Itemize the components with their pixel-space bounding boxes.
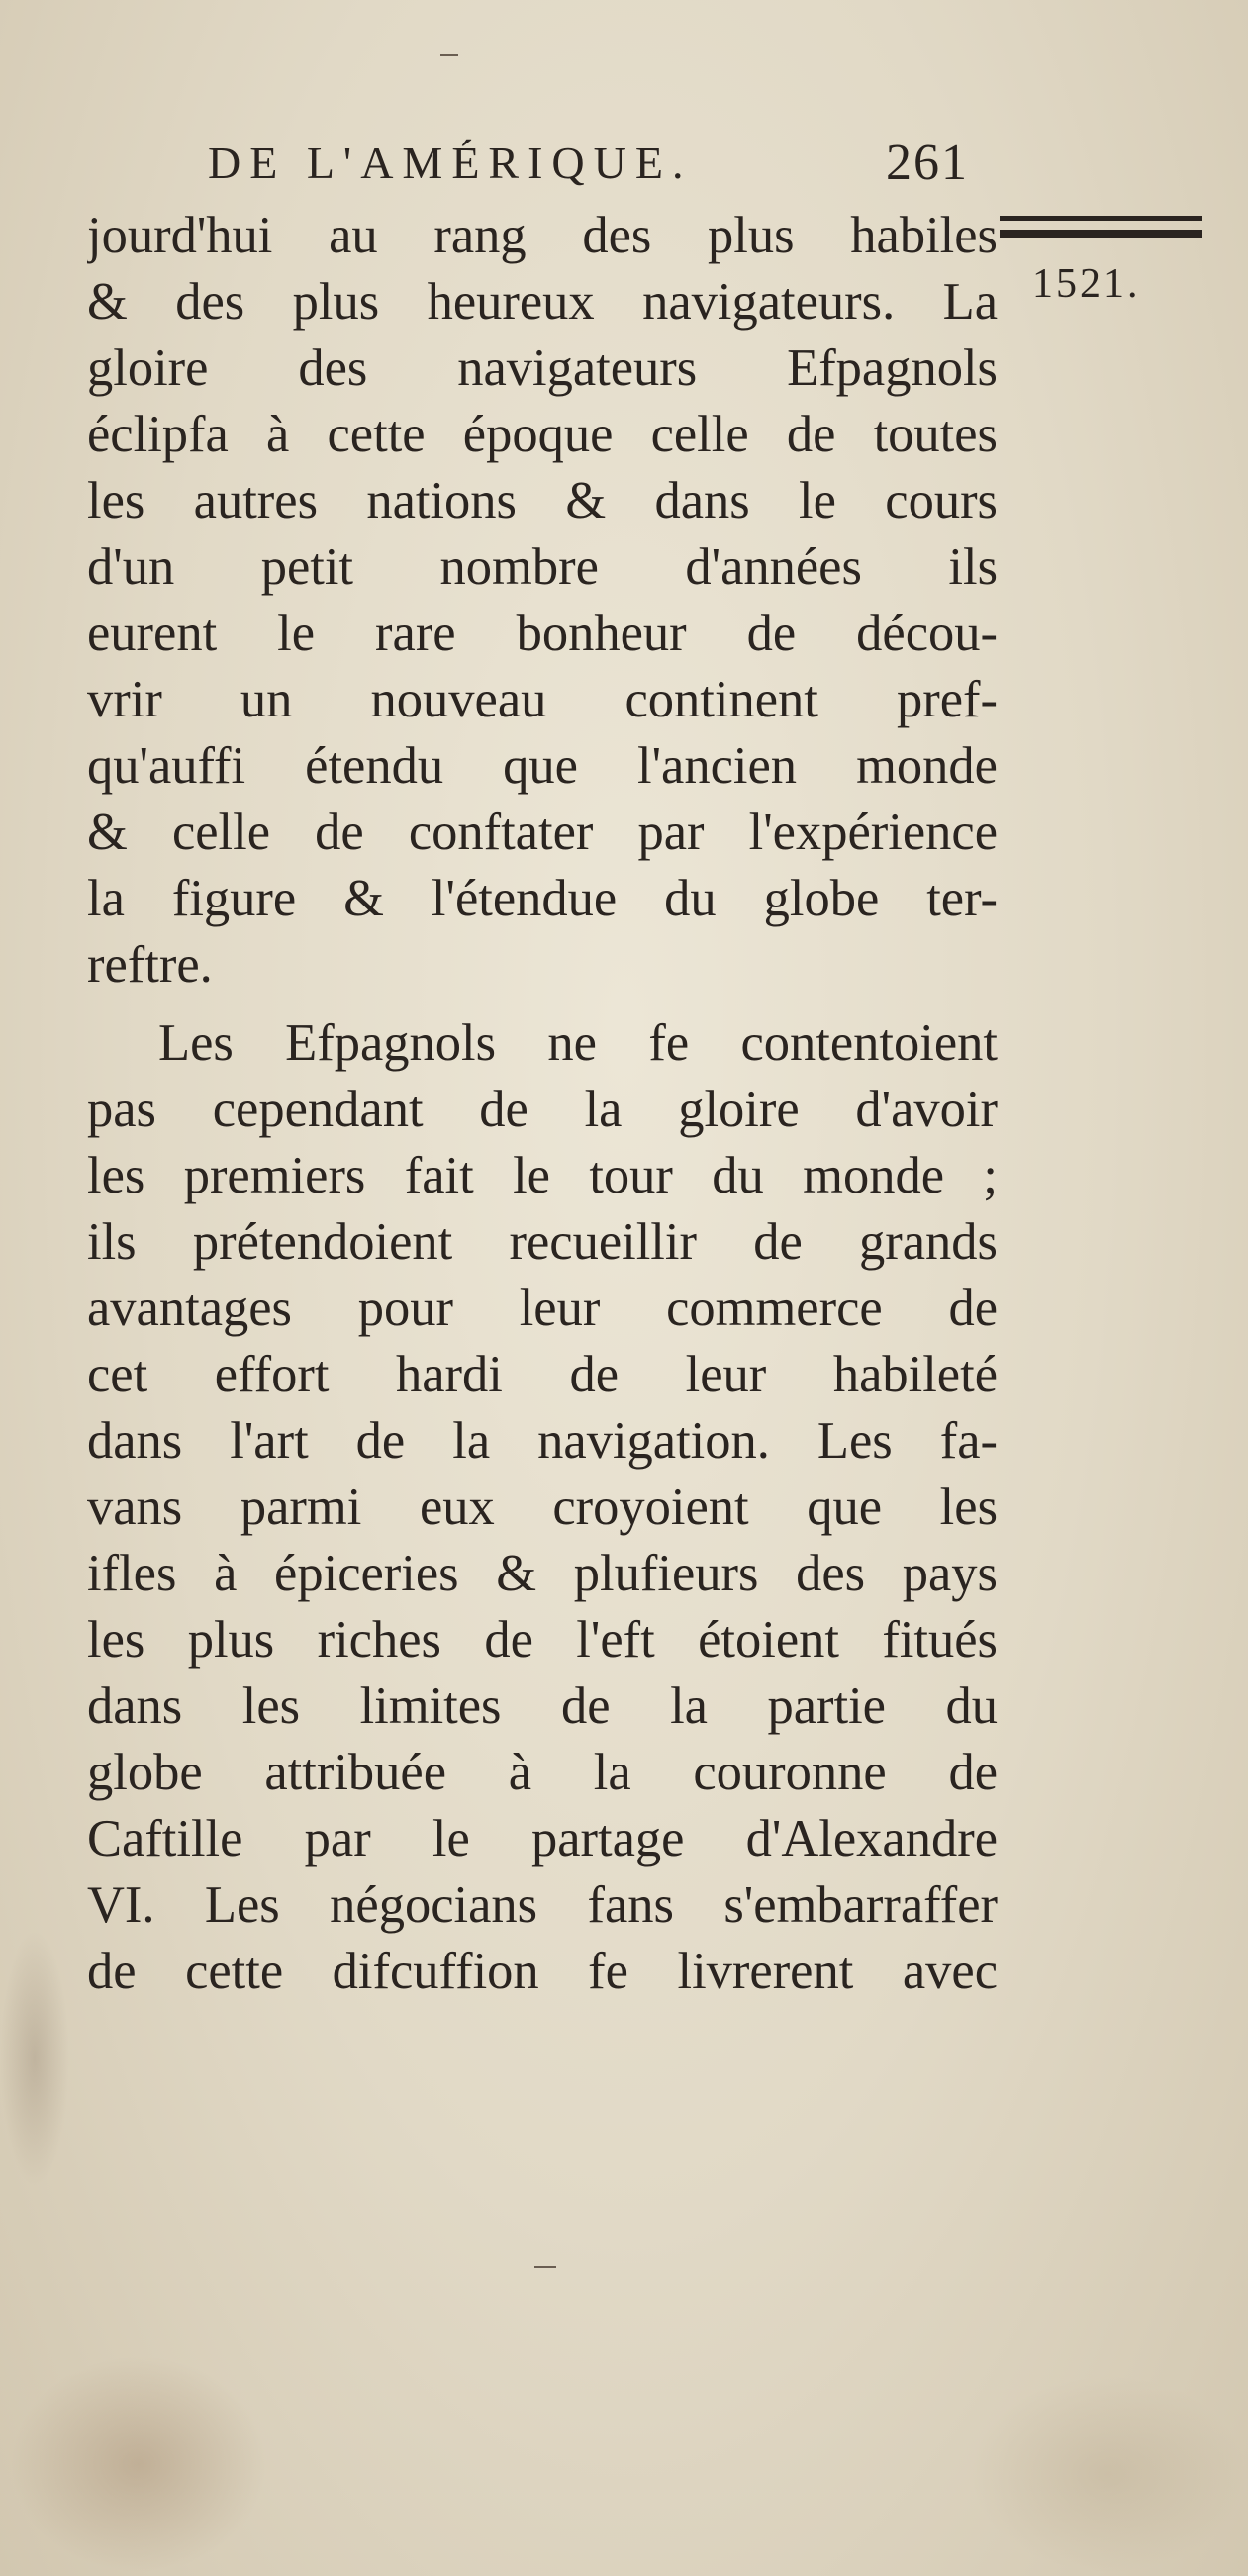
text-line: éclipfa à cette époque celle de toutes bbox=[87, 406, 998, 463]
text-line: vans parmi eux croyoient que les bbox=[87, 1479, 998, 1536]
text-line: avantages pour leur commerce de bbox=[87, 1280, 998, 1337]
text-line: la figure & l'étendue du globe ter- bbox=[87, 870, 998, 927]
foxing-stain bbox=[10, 2355, 267, 2573]
text-line: & des plus heureux navigateurs. La bbox=[87, 273, 998, 331]
margin-year: 1521. bbox=[1032, 261, 1141, 307]
page-number: 261 bbox=[886, 135, 969, 191]
foxing-stain bbox=[0, 1930, 69, 2187]
text-line: qu'auffi étendu que l'ancien monde bbox=[87, 737, 998, 795]
text-line: ils prétendoient recueillir de grands bbox=[87, 1213, 998, 1271]
running-title: DE L'AMÉRIQUE. bbox=[208, 138, 693, 188]
paper-mark bbox=[440, 54, 458, 56]
foxing-stain bbox=[970, 2375, 1247, 2573]
text-line: reftre. bbox=[87, 936, 213, 994]
text-line: cet effort hardi de leur habileté bbox=[87, 1346, 998, 1403]
text-line: les autres nations & dans le cours bbox=[87, 472, 998, 529]
text-line: jourd'hui au rang des plus habiles bbox=[87, 207, 998, 264]
body-text bbox=[87, 203, 998, 2005]
margin-rule bbox=[1000, 230, 1202, 238]
text-line: les plus riches de l'eft étoient fitués bbox=[87, 1611, 998, 1669]
margin-rule bbox=[1000, 216, 1202, 221]
text-line: eurent le rare bonheur de décou- bbox=[87, 605, 998, 662]
text-line: pas cependant de la gloire d'avoir bbox=[87, 1081, 998, 1138]
text-line: Caftille par le partage d'Alexandre bbox=[87, 1810, 998, 1867]
text-line: vrir un nouveau continent pref- bbox=[87, 671, 998, 728]
text-line: dans l'art de la navigation. Les fa- bbox=[87, 1412, 998, 1470]
text-line: les premiers fait le tour du monde ; bbox=[87, 1147, 998, 1204]
paper-mark bbox=[534, 2266, 556, 2268]
text-line: gloire des navigateurs Efpagnols bbox=[87, 339, 998, 397]
text-line: VI. Les négocians fans s'embarraffer bbox=[87, 1876, 998, 1934]
paragraph-gap bbox=[87, 999, 998, 1010]
text-line: de cette difcuffion fe livrerent avec bbox=[87, 1943, 998, 2000]
text-line: dans les limites de la partie du bbox=[87, 1677, 998, 1735]
text-line: ifles à épiceries & plufieurs des pays bbox=[87, 1545, 998, 1602]
text-line: d'un petit nombre d'années ils bbox=[87, 538, 998, 596]
running-head bbox=[208, 134, 1000, 193]
text-line: & celle de conftater par l'expérience bbox=[87, 804, 998, 861]
text-line: Les Efpagnols ne fe contentoient bbox=[158, 1014, 998, 1072]
text-line: globe attribuée à la couronne de bbox=[87, 1744, 998, 1801]
